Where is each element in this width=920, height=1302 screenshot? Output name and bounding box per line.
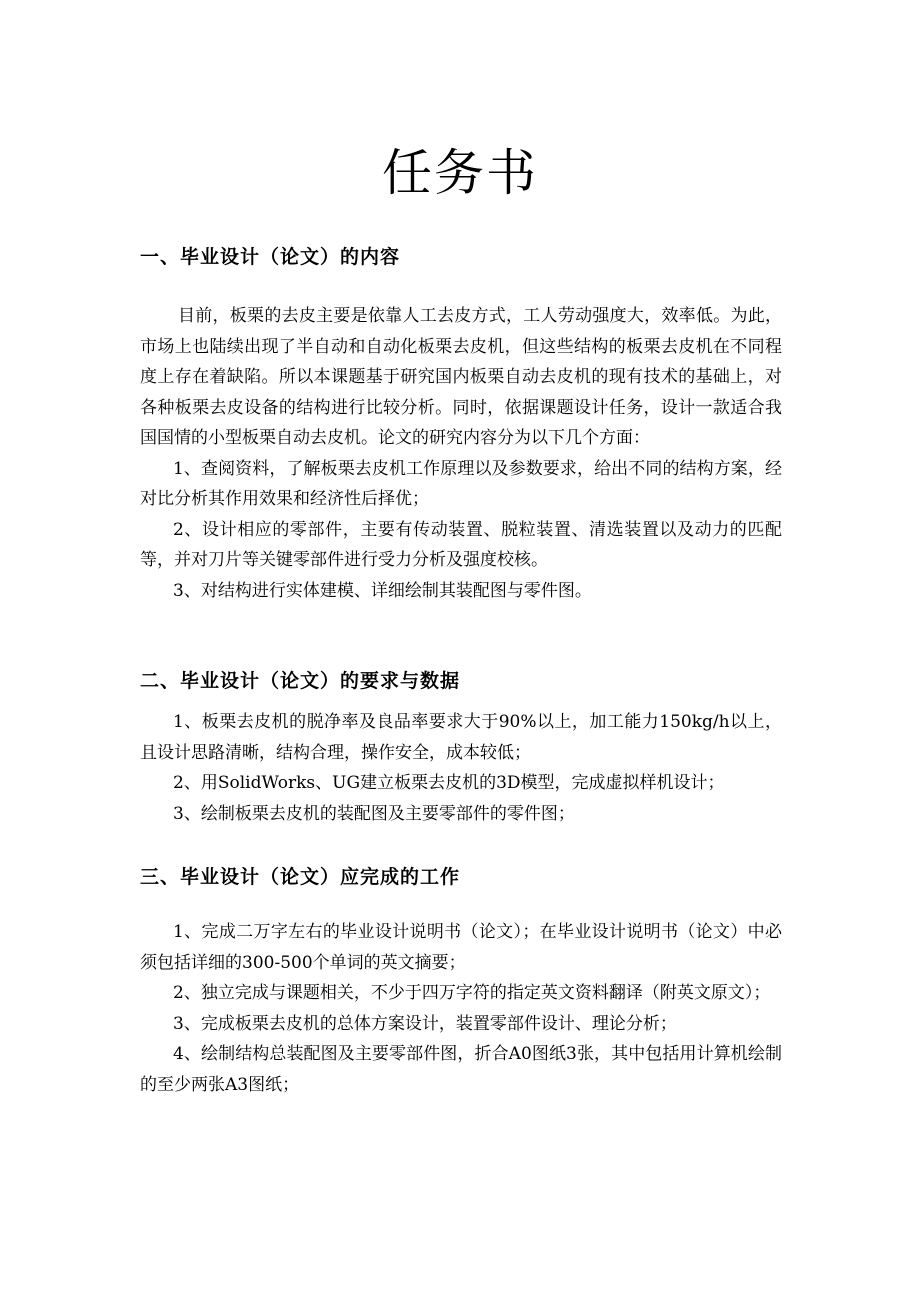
paragraph: 3、绘制板栗去皮机的装配图及主要零部件的零件图； (173, 803, 575, 824)
paragraph: 1、完成二万字左右的毕业设计说明书（论文）；在毕业设计说明书（论文）中必须包括详细的300-500个单词的英文摘要； (140, 922, 782, 973)
paragraph: 1、板栗去皮机的脱净率及良品率要求大于90%以上，加工能力150kg/h以上，且设计思路清晰，结构合理，操作安全，成本较低； (140, 712, 782, 763)
section-heading: 三、毕业设计（论文）应完成的工作 (140, 866, 461, 888)
paragraph: 目前，板栗的去皮主要是依靠人工去皮方式，工人劳动强度大，效率低。为此，市场上也陆续出现了半自动和自动化板栗去皮机，但这些结构的板栗去皮机在不同程度上存在着缺陷。所以本课题基于研究国内板栗自动去皮机的现有技术的基础上，对各种板栗去皮设备的结构进行比较分析。同时，依据课题设计任务，设计一款适合我国国情的小型板栗自动去皮机。论文的研究内容分为以下几个方面： (140, 306, 782, 448)
section-heading: 二、毕业设计（论文）的要求与数据 (140, 670, 461, 692)
section-deliverables (140, 864, 782, 1100)
section-body (140, 917, 782, 1100)
section-body (140, 301, 782, 606)
paragraph: 2、设计相应的零部件，主要有传动装置、脱粒装置、清选装置以及动力的匹配等，并对刀片等关键零部件进行受力分析及强度校核。 (140, 519, 782, 570)
section-heading: 一、毕业设计（论文）的内容 (140, 246, 401, 268)
paragraph: 4、绘制结构总装配图及主要零部件图，折合A0图纸3张，其中包括用计算机绘制的至少两张A3图纸； (140, 1044, 782, 1095)
section-requirements (140, 668, 782, 829)
section-content (140, 244, 782, 606)
paragraph: 1、查阅资料，了解板栗去皮机工作原理以及参数要求，给出不同的结构方案，经对比分析其作用效果和经济性后择优； (140, 458, 782, 509)
paragraph: 3、对结构进行实体建模、详细绘制其装配图与零件图。 (173, 580, 592, 601)
paragraph: 2、独立完成与课题相关，不少于四万字符的指定英文资料翻译（附英文原文）； (173, 983, 771, 1003)
document-title: 任务书 (382, 144, 538, 202)
paragraph: 2、用SolidWorks、UG建立板栗去皮机的3D模型，完成虚拟样机设计； (173, 773, 725, 793)
paragraph: 3、完成板栗去皮机的总体方案设计，装置零部件设计、理论分析； (173, 1013, 677, 1034)
section-body (140, 707, 782, 829)
